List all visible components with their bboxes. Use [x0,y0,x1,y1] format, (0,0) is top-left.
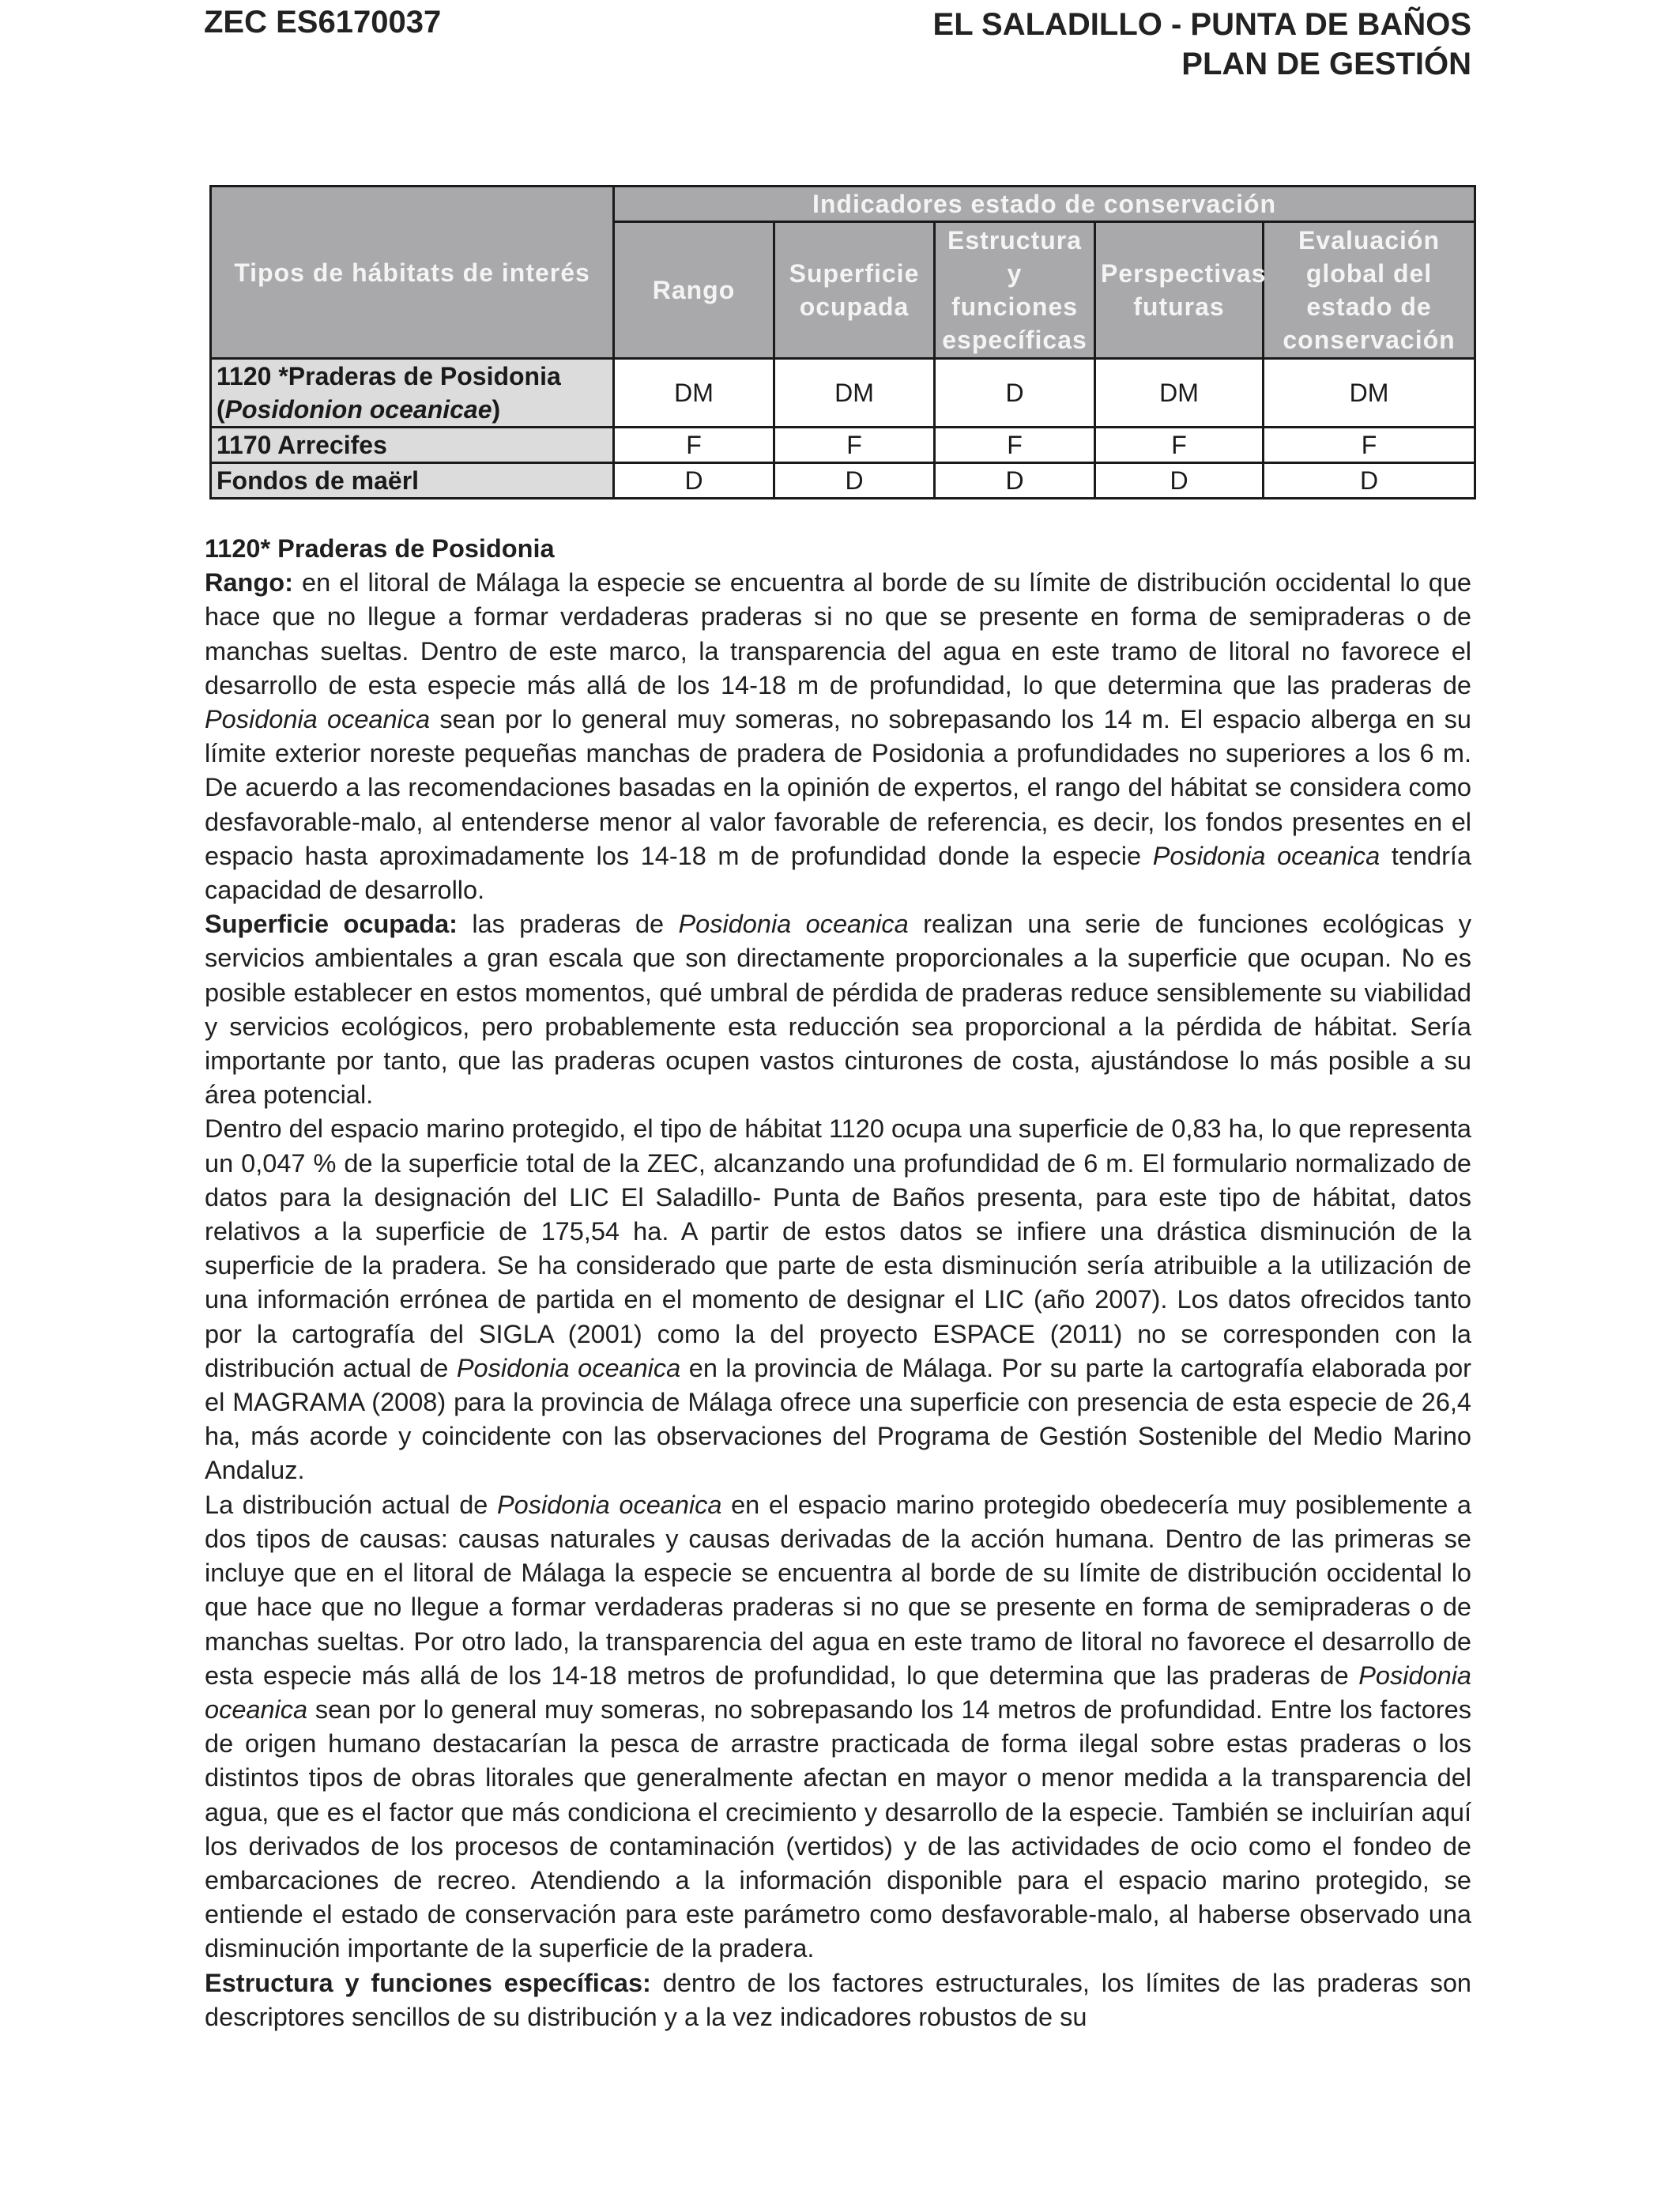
page-header [204,5,1471,84]
site-name: EL SALADILLO - PUNTA DE BAÑOS [932,7,1471,42]
paragraph-area-data: Dentro del espacio marino protegido, el tipo de hábitat 1120 ocupa una superficie de 0,83 ha, lo que representa un 0,047 % de la superficie total de la ZEC, alcanzando una profundidad de 6 m. El formulario normalizado de datos para la designación del LIC El Saladillo- Punta de Baños presenta, para este tipo de hábitat, datos relativos a la superficie de 175,54 ha. A partir de estos datos se infiere una drástica disminución de la superficie de la pradera. Se ha considerado que parte de esta disminución sería atribuible a la utilización de una información errónea de partida en el momento de designar el LIC (año 2007). Los datos ofrecidos tanto por la cartografía del SIGLA (2001) como la del proyecto ESPACE (2011) no se corresponden con la distribución actual de Posidonia oceanica en la provincia de Málaga. Por su parte la cartografía elaborada por el MAGRAMA (2008) para la provincia de Málaga ofrece una superficie con presencia de esta especie de 26,4 ha, más acorde y coincidente con las observaciones del Programa de Gestión Sostenible del Medio Marino Andaluz. [205,1114,1471,1485]
species-name: Posidonia oceanica [205,705,431,734]
table-cell: D [774,463,935,499]
col-perspectivas: Perspectivas futuras [1095,222,1264,359]
habitat-name: 1170 Arrecifes [211,428,614,463]
table-cell: D [935,463,1095,499]
table-cell: F [774,428,935,463]
paragraph-estructura: Estructura y funciones específicas: dentro de los factores estructurales, los límites de las praderas son descriptores sencillos de su distribución y a la vez indicadores robustos de su [205,1968,1472,2031]
estructura-label: Estructura y funciones específicas: [205,1968,651,1997]
col-rango: Rango [614,222,774,359]
habitat-name: Fondos de maërl [211,463,614,499]
habitat-name: 1120 *Praderas de Posidonia (Posidonion oceanicae) [211,359,614,428]
table-cell: F [1264,428,1475,463]
paragraph-causes: La distribución actual de Posidonia oceanica en el espacio marino protegido obedecería muy posiblemente a dos tipos de causas: causas naturales y causas derivadas de la acción humana. Dentro de las primeras se incluye que en el litoral de Málaga la especie se encuentra al borde de su límite de distribución occidental lo que hace que no llegue a formar verdaderas praderas si no que se presente en forma de semipraderas o de manchas sueltas. Por otro lado, la transparencia del agua en este tramo de litoral no favorece el desarrollo de esta especie más allá de los 14-18 metros de profundidad, lo que determina que las praderas de Posidonia oceanica sean por lo general muy someras, no sobrepasando los 14 metros de profundidad. Entre los factores de origen humano destacarían la pesca de arrastre practicada de forma ilegal sobre estas praderas o los distintos tipos de obras litorales que generalmente afectan en mayor o menor medida a la transparencia del agua, que es el factor que más condiciona el crecimiento y desarrollo de la especie. También se incluirían aquí los derivados de los procesos de contaminación (vertidos) y de las actividades de ocio como el fondeo de embarcaciones de recreo. Atendiendo a la información disponible para el espacio marino protegido, se entiende el estado de conservación para este parámetro como desfavorable-malo, al haberse observado una disminución importante de la superficie de la pradera. [205,1490,1471,1963]
table-row [211,428,1475,463]
paragraph-rango: Rango: en el litoral de Málaga la especie se encuentra al borde de su límite de distribución occidental lo que hace que no llegue a formar verdaderas praderas si no que se presente en forma de semipraderas o de manchas sueltas. Dentro de este marco, la transparencia del agua en este tramo de litoral no favorece el desarrollo de esta especie más allá de los 14-18 m de profundidad, lo que determina que las praderas de Posidonia oceanica sean por lo general muy someras, no sobrepasando los 14 m. El espacio alberga en su límite exterior noreste pequeñas manchas de pradera de Posidonia a profundidades no superiores a los 6 m. De acuerdo a las recomendaciones basadas en la opinión de expertos, el rango del hábitat se considera como desfavorable-malo, al entenderse menor al valor favorable de referencia, es decir, los fondos presentes en el espacio hasta aproximadamente los 14-18 m de profundidad donde la especie Posidonia oceanica tendría capacidad de desarrollo. [205,568,1472,905]
table-cell: DM [774,359,935,428]
table-cell: D [1095,463,1264,499]
conservation-status-table [209,185,1476,499]
superficie-label: Superficie ocupada: [205,910,458,939]
table-cell: DM [1264,359,1475,428]
table-cell: D [1264,463,1475,499]
species-name: Posidonia oceanica [205,1661,1471,1724]
table-header-row [211,187,1475,222]
rango-label: Rango: [205,568,293,598]
species-name: Posidonia oceanica [456,1353,681,1382]
table-cell: F [935,428,1095,463]
table-cell: DM [1095,359,1264,428]
table-cell: D [935,359,1095,428]
table-cell: F [614,428,774,463]
col-evaluacion: Evaluación global del estado de conservación [1264,222,1475,359]
table-cell: D [614,463,774,499]
indicators-group-header: Indicadores estado de conservación [614,187,1475,222]
species-name: Posidonia oceanica [496,1490,722,1519]
paragraph-superficie: Superficie ocupada: las praderas de Posidonia oceanica realizan una serie de funciones ecológicas y servicios ambientales a gran escala que son directamente proporcionales a la superficie que ocupan. No es posible establecer en estos momentos, qué umbral de pérdida de praderas reduce sensiblemente su viabilidad y servicios ecológicos, pero probablemente esta reducción sea proporcional a la pérdida de hábitat. Sería importante por tanto, que las praderas ocupen vastos cinturones de costa, ajustándose lo más posible a su área potencial. [205,910,1472,1110]
site-code: ZEC ES6170037 [204,5,442,40]
habitat-types-header: Tipos de hábitats de interés [211,187,614,359]
section-title: 1120* Praderas de Posidonia [205,534,555,563]
table-cell: DM [614,359,774,428]
document-body [205,532,1471,2034]
header-titles [933,5,1471,84]
species-name: Posidonia oceanica [1152,841,1381,870]
document-type: PLAN DE GESTIÓN [1181,47,1471,81]
col-estructura: Estructura y funciones específicas [935,222,1095,359]
col-superficie: Superficie ocupada [774,222,935,359]
table-row [211,359,1475,428]
table-cell: F [1095,428,1264,463]
species-name: Posidonia oceanica [678,910,909,939]
table-row [211,463,1475,499]
